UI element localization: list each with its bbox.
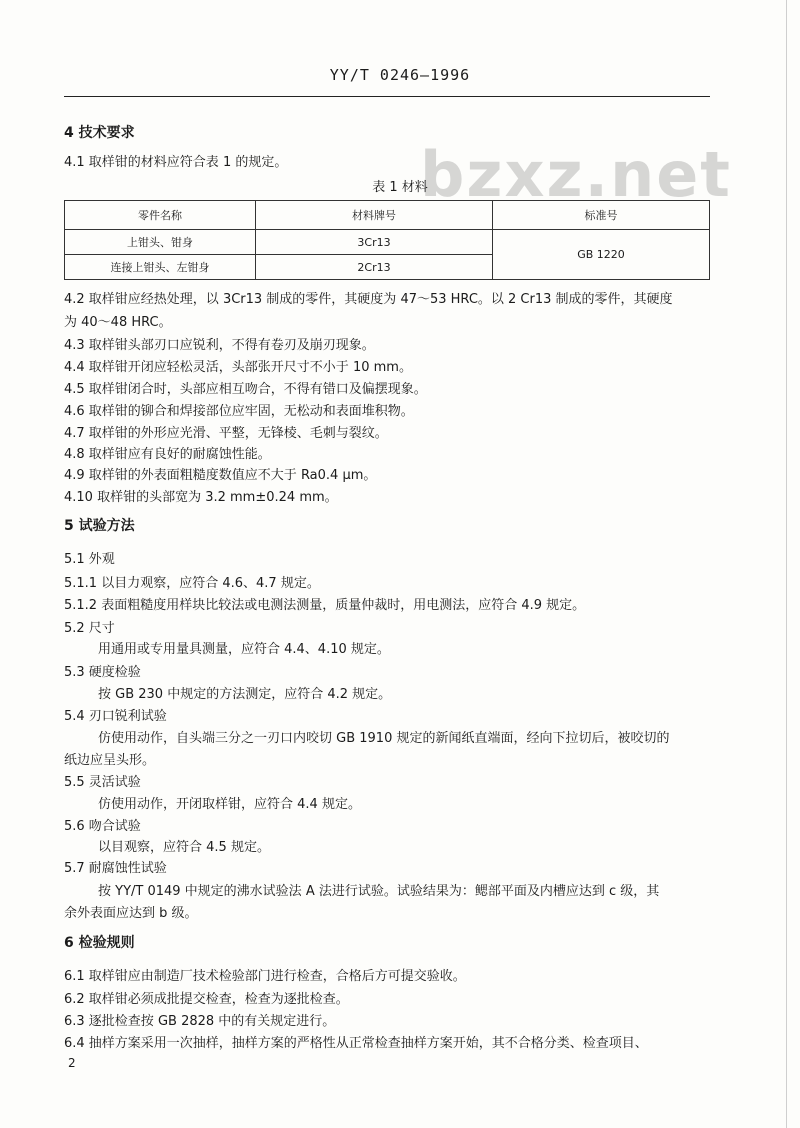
table-header-cell: 零件名称	[65, 201, 256, 230]
table-cell: 上钳头、钳身	[65, 230, 256, 255]
section-heading-4: 4 技术要求	[64, 125, 135, 141]
document-header: YY/T 0246—1996	[329, 66, 471, 84]
clause-5-5: 5.5 灵活试验	[64, 775, 141, 790]
clause-6-4: 6.4 抽样方案采用一次抽样，抽样方案的严格性从正常检查抽样方案开始，其不合格分类、检查项目、	[64, 1036, 648, 1051]
materials-table	[64, 200, 710, 280]
clause-5-3-body: 按 GB 230 中规定的方法测定，应符合 4.2 规定。	[98, 687, 392, 702]
clause-5-1-2: 5.1.2 表面粗糙度用样块比较法或电测法测量，质量仲裁时，用电测法，应符合 4.9 规定。	[64, 598, 586, 613]
clause-5-6-body: 以目观察，应符合 4.5 规定。	[98, 840, 270, 855]
table-header-cell: 标准号	[493, 201, 710, 230]
scan-edge-line	[786, 0, 787, 1128]
table-cell: GB 1220	[493, 230, 710, 280]
watermark: bzxz.net	[420, 138, 732, 211]
clause-5-4-body: 仿使用动作，自头端三分之一刃口内咬切 GB 1910 规定的新闻纸直端面，经向下拉切后，被咬切的	[98, 731, 670, 746]
clause-4-3: 4.3 取样钳头部刃口应锐利，不得有卷刃及崩刃现象。	[64, 338, 375, 353]
section-heading-5: 5 试验方法	[64, 518, 135, 534]
clause-4-8: 4.8 取样钳应有良好的耐腐蚀性能。	[64, 447, 271, 462]
clause-6-1: 6.1 取样钳应由制造厂技术检验部门进行检查，合格后方可提交验收。	[64, 969, 466, 984]
header-rule	[64, 96, 710, 97]
clause-5-3: 5.3 硬度检验	[64, 665, 141, 680]
clause-5-6: 5.6 吻合试验	[64, 819, 141, 834]
table-header-cell: 材料牌号	[256, 201, 493, 230]
clause-5-7-body: 按 YY/T 0149 中规定的沸水试验法 A 法进行试验。试验结果为：鳃部平面及内槽应达到 c 级，其	[98, 884, 660, 899]
clause-5-1: 5.1 外观	[64, 552, 115, 567]
section-heading-6: 6 检验规则	[64, 935, 135, 951]
clause-4-2-cont: 为 40～48 HRC。	[64, 315, 172, 330]
clause-6-2: 6.2 取样钳必须成批提交检查，检查为逐批检查。	[64, 992, 349, 1007]
clause-5-4-body-cont: 纸边应呈头形。	[64, 753, 156, 768]
clause-4-6: 4.6 取样钳的铆合和焊接部位应牢固，无松动和表面堆积物。	[64, 404, 414, 419]
clause-5-2-body: 用通用或专用量具测量，应符合 4.4、4.10 规定。	[98, 642, 390, 657]
table-cell: 3Cr13	[256, 230, 493, 255]
clause-4-9: 4.9 取样钳的外表面粗糙度数值应不大于 Ra0.4 μm。	[64, 468, 377, 483]
clause-4-10: 4.10 取样钳的头部宽为 3.2 mm±0.24 mm。	[64, 490, 338, 505]
table-caption: 表 1 材料	[372, 180, 428, 195]
table-header-row	[65, 201, 710, 230]
table-cell: 2Cr13	[256, 255, 493, 280]
clause-5-7-body-cont: 余外表面应达到 b 级。	[64, 906, 198, 921]
clause-5-7: 5.7 耐腐蚀性试验	[64, 861, 167, 876]
clause-4-4: 4.4 取样钳开闭应轻松灵活，头部张开尺寸不小于 10 mm。	[64, 360, 412, 375]
clause-4-7: 4.7 取样钳的外形应光滑、平整，无锋棱、毛刺与裂纹。	[64, 426, 388, 441]
clause-6-3: 6.3 逐批检查按 GB 2828 中的有关规定进行。	[64, 1014, 336, 1029]
table-row	[65, 230, 710, 255]
clause-4-5: 4.5 取样钳闭合时，头部应相互吻合，不得有错口及偏摆现象。	[64, 382, 427, 397]
clause-5-1-1: 5.1.1 以目力观察，应符合 4.6、4.7 规定。	[64, 576, 320, 591]
clause-4-1: 4.1 取样钳的材料应符合表 1 的规定。	[64, 155, 288, 170]
clause-5-2: 5.2 尺寸	[64, 621, 115, 636]
clause-5-5-body: 仿使用动作，开闭取样钳，应符合 4.4 规定。	[98, 797, 361, 812]
clause-4-2: 4.2 取样钳应经热处理，以 3Cr13 制成的零件，其硬度为 47～53 HRC。以 2 Cr13 制成的零件，其硬度	[64, 292, 673, 307]
table-cell: 连接上钳头、左钳身	[65, 255, 256, 280]
clause-5-4: 5.4 刃口锐利试验	[64, 709, 167, 724]
page-number: 2	[68, 1056, 76, 1070]
